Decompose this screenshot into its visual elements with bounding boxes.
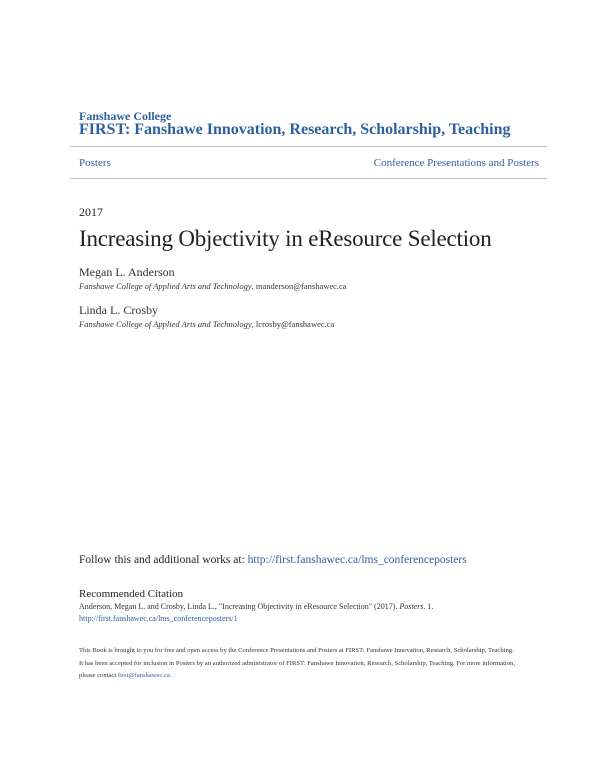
- repository-title-link[interactable]: FIRST: Fanshawe Innovation, Research, Scholarship, Teaching: [79, 121, 511, 138]
- author-affiliation: [79, 319, 334, 329]
- follow-url-link[interactable]: http://first.fanshawec.ca/lms_conferenceposters: [247, 554, 467, 566]
- citation-url-link[interactable]: http://first.fanshawec.ca/lms_conferenceposters/1: [79, 614, 238, 623]
- citation-text: [79, 602, 433, 611]
- nav-divider: [70, 178, 547, 179]
- conference-presentations-link[interactable]: Conference Presentations and Posters: [373, 157, 539, 169]
- author-name: Linda L. Crosby: [79, 303, 158, 317]
- follow-line: [79, 554, 467, 566]
- affiliation-text: Fanshawe College of Applied Arts and Technology: [79, 319, 252, 329]
- author-name: Megan L. Anderson: [79, 265, 175, 279]
- author-email[interactable]: lcrosby@fanshawec.ca: [255, 319, 335, 329]
- publication-year: 2017: [79, 205, 103, 219]
- follow-text: Follow this and additional works at:: [79, 554, 245, 566]
- top-divider: [70, 146, 547, 147]
- institution-name: Fanshawe College: [79, 109, 172, 123]
- document-title: Increasing Objectivity in eResource Selection: [79, 226, 492, 251]
- affiliation-separator: ,: [251, 281, 256, 291]
- citation-suffix: . 1.: [423, 602, 434, 611]
- author-affiliation: [79, 281, 347, 291]
- access-statement-text: This Book is brought to you for free and open access by the Conference Presentations and Posters at FIRST: Fanshawe Innovation, Research, Scholarship, Teaching. It has been accepted for inclusion in Posters by an authorized administrator of FIRST: Fanshawe Innovation, Research, Scholarship, Teaching. For more information, please contact: [79, 647, 516, 679]
- access-statement: [79, 645, 519, 683]
- citation-prefix: Anderson, Megan L. and Crosby, Linda L., "Increasing Objectivity in eResource Selection" (2017).: [79, 602, 398, 611]
- affiliation-text: Fanshawe College of Applied Arts and Technology: [79, 281, 252, 291]
- affiliation-separator: ,: [251, 319, 256, 329]
- author-email[interactable]: manderson@fanshawec.ca: [255, 281, 347, 291]
- contact-email-link[interactable]: first@fanshawec.ca: [117, 672, 170, 679]
- citation-series: Posters: [399, 602, 424, 611]
- recommended-citation-heading: Recommended Citation: [79, 588, 184, 600]
- access-statement-end: .: [169, 672, 172, 679]
- posters-link[interactable]: Posters: [79, 157, 111, 169]
